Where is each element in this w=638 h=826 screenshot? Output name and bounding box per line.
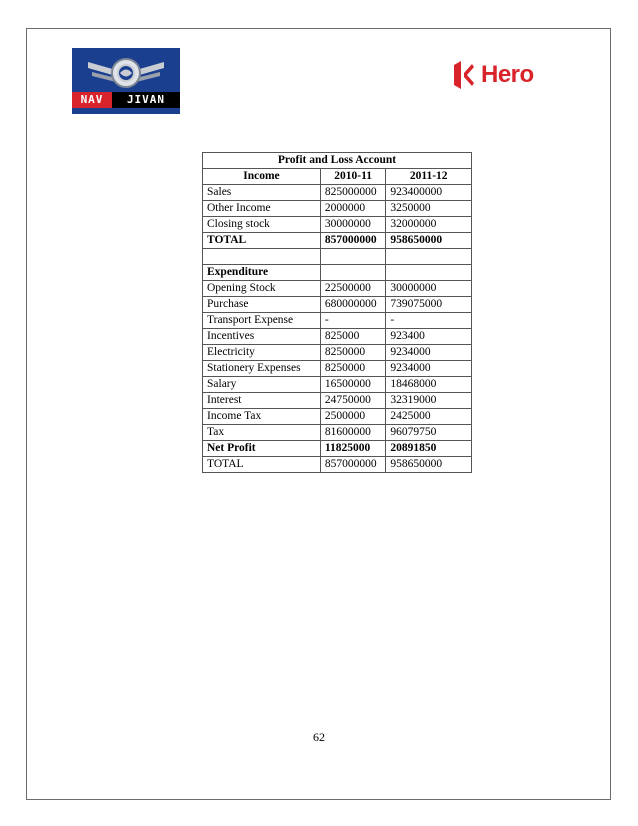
row-value-2010-11: 2500000 [320,409,385,425]
row-label: Net Profit [203,441,321,457]
row-value-2010-11: 30000000 [320,217,385,233]
spacer-cell [203,249,321,265]
expenditure-heading: Expenditure [203,265,321,281]
navjivan-emblem-icon [86,52,166,94]
table-row [203,345,472,361]
table-row [203,457,472,473]
navjivan-jivan-text: JIVAN [112,92,180,108]
row-value-2010-11: 11825000 [320,441,385,457]
profit-loss-table [202,152,472,473]
table-title: Profit and Loss Account [203,153,472,169]
row-label: Stationery Expenses [203,361,321,377]
row-value-2010-11: 16500000 [320,377,385,393]
row-label: Other Income [203,201,321,217]
row-value-2010-11: 24750000 [320,393,385,409]
navjivan-band [72,92,180,108]
row-label: Sales [203,185,321,201]
table-row [203,281,472,297]
row-value-2011-12: 32319000 [386,393,472,409]
row-value-2011-12: 32000000 [386,217,472,233]
spacer-cell [386,249,472,265]
row-label: Transport Expense [203,313,321,329]
row-value-2011-12: 18468000 [386,377,472,393]
row-label: Salary [203,377,321,393]
row-value-2011-12: 20891850 [386,441,472,457]
table-row [203,233,472,249]
row-value-2011-12: 9234000 [386,345,472,361]
table-row [203,201,472,217]
row-value-2011-12: - [386,313,472,329]
row-value-2011-12: 30000000 [386,281,472,297]
hero-logo [453,58,534,92]
empty-cell [386,265,472,281]
expenditure-heading-row [203,265,472,281]
table-row [203,361,472,377]
table-row [203,425,472,441]
row-value-2010-11: 825000 [320,329,385,345]
table-row [203,313,472,329]
row-value-2011-12: 958650000 [386,457,472,473]
row-label: TOTAL [203,233,321,249]
table-row [203,393,472,409]
row-value-2010-11: 81600000 [320,425,385,441]
row-value-2010-11: 22500000 [320,281,385,297]
row-label: Tax [203,425,321,441]
row-value-2011-12: 96079750 [386,425,472,441]
hero-wordmark: Hero [481,61,534,88]
row-value-2010-11: 857000000 [320,233,385,249]
table-title-row [203,153,472,169]
header-2010-11: 2010-11 [320,169,385,185]
table-row [203,441,472,457]
row-value-2011-12: 923400000 [386,185,472,201]
row-value-2011-12: 9234000 [386,361,472,377]
row-value-2010-11: 8250000 [320,345,385,361]
row-value-2011-12: 739075000 [386,297,472,313]
row-label: Incentives [203,329,321,345]
row-value-2010-11: 825000000 [320,185,385,201]
row-label: TOTAL [203,457,321,473]
page-number: 62 [313,730,325,744]
navjivan-logo [72,48,180,114]
header-2011-12: 2011-12 [386,169,472,185]
row-value-2011-12: 3250000 [386,201,472,217]
row-value-2011-12: 958650000 [386,233,472,249]
row-value-2010-11: 2000000 [320,201,385,217]
navjivan-nav-text: NAV [72,92,112,108]
empty-cell [320,265,385,281]
spacer-cell [320,249,385,265]
row-label: Interest [203,393,321,409]
row-value-2010-11: 680000000 [320,297,385,313]
row-label: Opening Stock [203,281,321,297]
table-row [203,329,472,345]
row-value-2011-12: 923400 [386,329,472,345]
row-value-2010-11: 8250000 [320,361,385,377]
table-row [203,217,472,233]
header-income: Income [203,169,321,185]
row-label: Income Tax [203,409,321,425]
row-label: Closing stock [203,217,321,233]
row-value-2011-12: 2425000 [386,409,472,425]
hero-mark-icon [453,60,475,90]
table-row [203,409,472,425]
table-row [203,297,472,313]
row-value-2010-11: 857000000 [320,457,385,473]
row-label: Electricity [203,345,321,361]
row-label: Purchase [203,297,321,313]
table-header-row [203,169,472,185]
spacer-row [203,249,472,265]
row-value-2010-11: - [320,313,385,329]
table-row [203,377,472,393]
table-row [203,185,472,201]
